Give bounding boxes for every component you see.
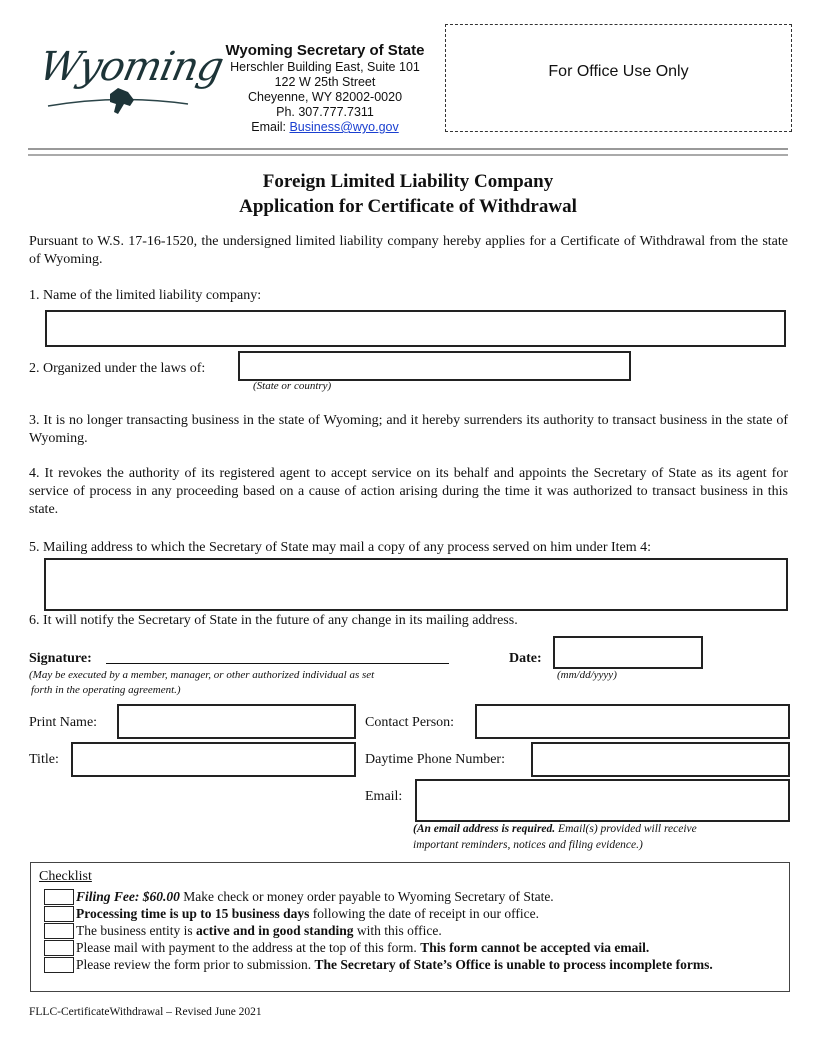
form-title <box>0 169 816 219</box>
email-note-rest: Email(s) provided will receive <box>555 823 697 835</box>
contact-person-label: Contact Person: <box>365 715 455 730</box>
checklist-checkbox[interactable] <box>44 940 74 956</box>
checklist-text: Processing time is up to 15 business days <box>76 906 310 921</box>
checklist-item <box>76 923 442 939</box>
title-line: Application for Certificate of Withdrawal <box>239 196 577 217</box>
org-header <box>205 42 445 135</box>
phone-input[interactable] <box>531 742 790 777</box>
footer: FLLC-CertificateWithdrawal – Revised June 2021 <box>29 1006 262 1018</box>
print-name-label: Print Name: <box>29 715 98 730</box>
divider <box>28 148 788 150</box>
signature-label: Signature: <box>29 651 92 666</box>
item-1-label: 1. Name of the limited liability company: <box>29 288 262 303</box>
office-use-label: For Office Use Only <box>548 63 689 80</box>
email-input[interactable] <box>415 779 790 822</box>
checklist-text: active and in good standing <box>196 923 354 938</box>
signature-note: (May be executed by a member, manager, or other authorized individual as set <box>29 669 375 681</box>
checklist-item <box>76 906 539 922</box>
checklist-checkbox[interactable] <box>44 957 74 973</box>
checklist-text: The business entity is <box>76 923 196 938</box>
signature-line[interactable] <box>106 663 449 664</box>
wyoming-logo: Wyoming <box>38 44 203 126</box>
email-note <box>413 823 697 835</box>
email-line <box>205 120 445 135</box>
print-name-input[interactable] <box>117 704 356 739</box>
checklist-text: following the date of receipt in our office. <box>309 906 539 921</box>
checklist-item <box>76 940 649 956</box>
email-link[interactable]: Business@wyo.gov <box>289 120 399 134</box>
checklist-item <box>76 957 713 973</box>
office-use-box <box>445 24 792 132</box>
date-input[interactable] <box>553 636 703 669</box>
divider <box>28 154 788 156</box>
contact-person-input[interactable] <box>475 704 790 739</box>
checklist-text: This form cannot be accepted via email. <box>420 940 650 955</box>
item-5-label: 5. Mailing address to which the Secretary of State may mail a copy of any process served on him under Item 4: <box>29 540 652 555</box>
intro-text: Pursuant to W.S. 17-16-1520, the undersigned limited liability company hereby applies for a Certificate of Withdrawal from the state of Wyoming. <box>29 234 788 267</box>
title-input[interactable] <box>71 742 356 777</box>
checklist-text: Filing Fee: $60.00 <box>76 889 180 904</box>
checklist-checkbox[interactable] <box>44 889 74 905</box>
email-label: Email: <box>251 120 290 134</box>
org-name: Wyoming Secretary of State <box>225 42 425 59</box>
company-name-input[interactable] <box>45 310 786 347</box>
address-line: 122 W 25th Street <box>274 75 376 89</box>
date-label: Date: <box>509 651 542 666</box>
phone: Ph. 307.777.7311 <box>276 105 374 119</box>
signature-note: forth in the operating agreement.) <box>31 684 181 696</box>
email-note: important reminders, notices and filing evidence.) <box>413 839 643 851</box>
item-2-label: 2. Organized under the laws of: <box>29 361 206 376</box>
checklist-text: with this office. <box>353 923 442 938</box>
mailing-address-input[interactable] <box>44 558 788 611</box>
item-3-text: 3. It is no longer transacting business in the state of Wyoming; and it hereby surrenders its authority to transact business in the state of Wyoming. <box>29 413 788 446</box>
email-note-bold: (An email address is required. <box>413 823 556 835</box>
address-line: Cheyenne, WY 82002-0020 <box>247 90 403 104</box>
checklist-checkbox[interactable] <box>44 923 74 939</box>
checklist-title: Checklist <box>39 869 92 884</box>
checklist-checkbox[interactable] <box>44 906 74 922</box>
jurisdiction-hint: (State or country) <box>253 380 332 392</box>
email-label: Email: <box>365 789 403 804</box>
address-line: Herschler Building East, Suite 101 <box>230 60 420 74</box>
checklist-text: The Secretary of State’s Office is unable to process incomplete forms. <box>314 957 713 972</box>
checklist-text: Please mail with payment to the address at the top of this form. <box>76 940 421 955</box>
jurisdiction-input[interactable] <box>238 351 631 381</box>
checklist-text: Please review the form prior to submission. <box>76 957 315 972</box>
title-label: Title: <box>29 752 59 767</box>
item-6-text: 6. It will notify the Secretary of State in the future of any change in its mailing address. <box>29 613 518 628</box>
item-4-text: 4. It revokes the authority of its registered agent to accept service on its behalf and appoints the Secretary of State as its agent for service of process in any proceeding based on a cause of action arising during the time it was authorized to transact business in this state. <box>29 466 788 517</box>
checklist-text: Make check or money order payable to Wyoming Secretary of State. <box>179 889 554 904</box>
phone-label: Daytime Phone Number: <box>365 752 505 767</box>
date-hint: (mm/dd/yyyy) <box>557 669 617 681</box>
title-line: Foreign Limited Liability Company <box>262 171 554 192</box>
checklist-item <box>76 889 554 905</box>
